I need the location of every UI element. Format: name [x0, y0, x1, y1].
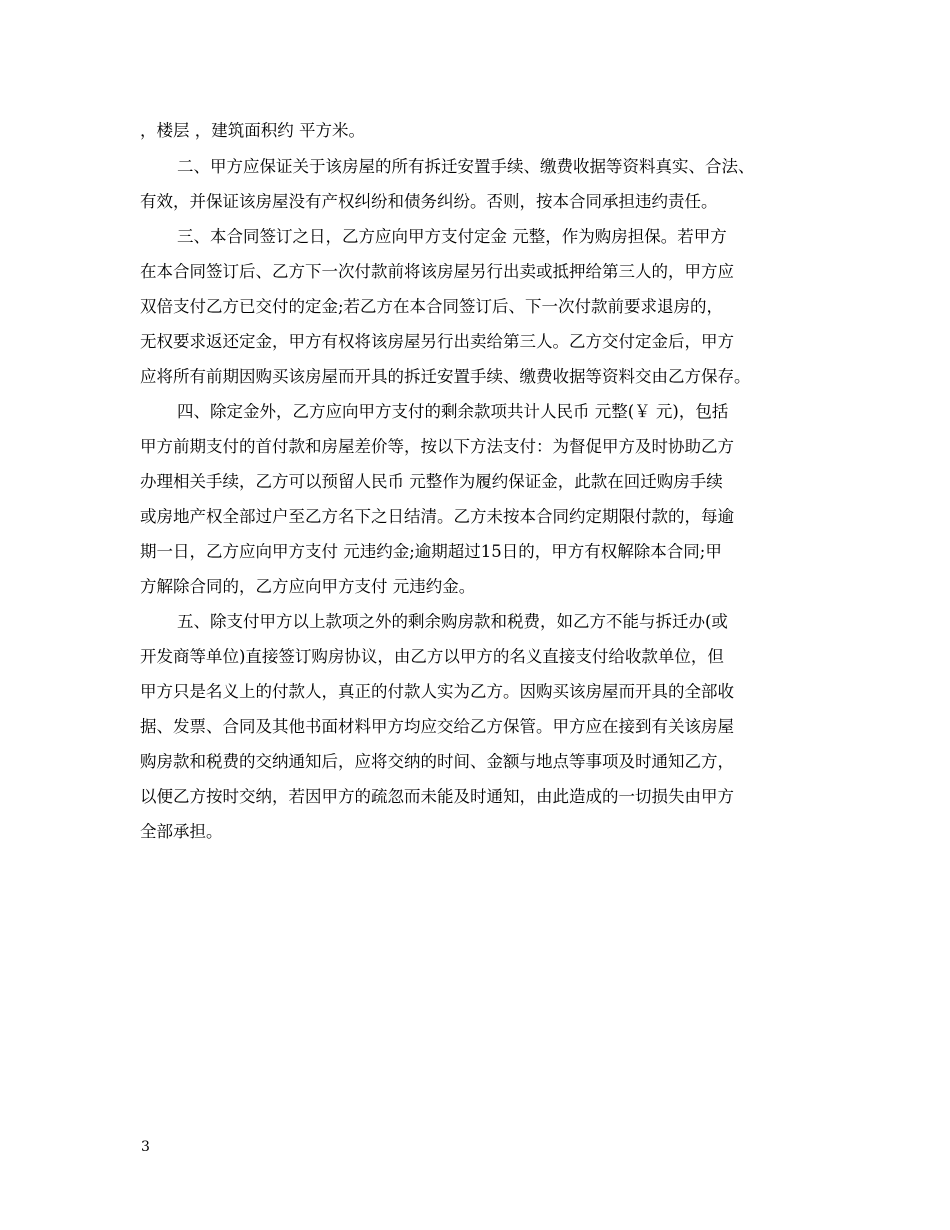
text-line: 应将所有前期因购买该房屋而开具的拆迁安置手续、缴费收据等资料交由乙方保存。 — [140, 367, 751, 386]
text-line: 无权要求返还定金，甲方有权将该房屋另行出卖给第三人。乙方交付定金后，甲方 — [140, 332, 734, 351]
text-line: 以便乙方按时交纳，若因甲方的疏忽而未能及时通知，由此造成的一切损失由甲方 — [140, 787, 734, 806]
text-line: 办理相关手续，乙方可以预留人民币 元整作为履约保证金，此款在回迁购房手续 — [140, 472, 723, 491]
text-line: 购房款和税费的交纳通知后，应将交纳的时间、金额与地点等事项及时通知乙方， — [140, 752, 734, 771]
text-line: 在本合同签订后、乙方下一次付款前将该房屋另行出卖或抵押给第三人的，甲方应 — [140, 262, 734, 281]
text-line: 方解除合同的，乙方应向甲方支付 元违约金。 — [140, 577, 476, 596]
paragraph-2-start: 二、甲方应保证关于该房屋的所有拆迁安置手续、缴费收据等资料真实、合法、 — [177, 157, 755, 176]
text-line: 开发商等单位)直接签订购房协议，由乙方以甲方的名义直接支付给收款单位，但 — [140, 647, 724, 666]
text-line: 据、发票、合同及其他书面材料甲方均应交给乙方保管。甲方应在接到有关该房屋 — [140, 717, 734, 736]
paragraph-3-start: 三、本合同签订之日，乙方应向甲方支付定金 元整，作为购房担保。若甲方 — [177, 227, 727, 246]
text-line: 或房地产权全部过户至乙方名下之日结清。乙方未按本合同约定期限付款的，每逾 — [140, 507, 734, 526]
text-line: 甲方只是名义上的付款人，真正的付款人实为乙方。因购买该房屋而开具的全部收 — [140, 682, 734, 701]
text-line: 双倍支付乙方已交付的定金;若乙方在本合同签订后、下一次付款前要求退房的， — [140, 297, 724, 316]
text-line: 有效，并保证该房屋没有产权纠纷和债务纠纷。否则，按本合同承担违约责任。 — [140, 192, 718, 211]
page-number: 3 — [141, 1139, 150, 1155]
text-line: 甲方前期支付的首付款和房屋差价等，按以下方法支付：为督促甲方及时协助乙方 — [140, 437, 734, 456]
text-line: ，楼层 ，建筑面积约 平方米。 — [140, 121, 365, 140]
paragraph-5-start: 五、除支付甲方以上款项之外的剩余购房款和税费，如乙方不能与拆迁办(或 — [177, 612, 728, 631]
text-line: 期一日，乙方应向甲方支付 元违约金;逾期超过15日的，甲方有权解除本合同;甲 — [140, 542, 722, 561]
paragraph-4-start: 四、除定金外，乙方应向甲方支付的剩余款项共计人民币 元整(￥ 元)，包括 — [177, 402, 729, 421]
text-line: 全部承担。 — [140, 822, 223, 841]
